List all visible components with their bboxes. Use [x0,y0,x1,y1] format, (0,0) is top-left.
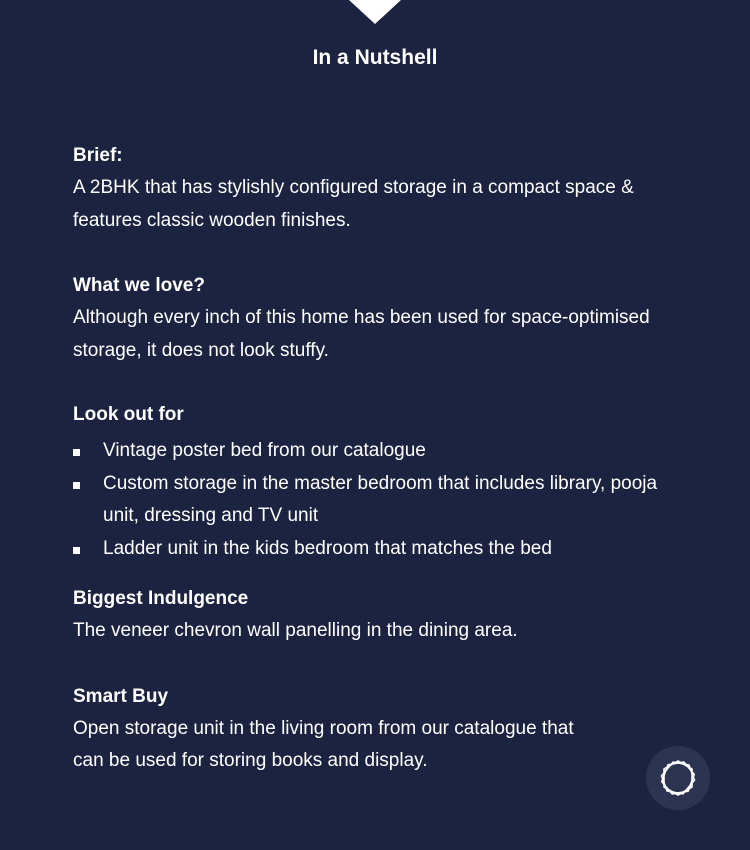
what-we-love-line: Although every inch of this home has been used for space-optimised [73,307,650,328]
brief-line: features classic wooden finishes. [73,209,351,231]
section-pointer-icon [349,0,401,24]
what-we-love-text [73,302,703,367]
list-item [73,435,703,468]
square-bullet-icon [73,449,80,456]
page-title: In a Nutshell [312,46,438,69]
nutshell-content [73,140,703,778]
list-item-line: Ladder unit in the kids bedroom that matches the bed [103,537,552,559]
square-bullet-icon [73,547,80,554]
smart-buy-text [73,713,703,778]
what-we-love-line: storage, it does not look stuffy. [73,339,329,361]
look-out-for-section [73,399,703,565]
brief-line: A 2BHK that has stylishly configured storage in a compact space & [73,177,634,198]
list-item-line: Custom storage in the master bedroom that includes library, pooja [103,472,658,494]
biggest-indulgence-section [73,583,703,648]
look-out-for-list [73,435,703,565]
brief-section [73,140,703,237]
list-item [73,468,703,533]
list-item-line: Vintage poster bed from our catalogue [103,440,426,461]
what-we-love-heading: What we love? [73,275,205,296]
biggest-indulgence-text [73,615,703,648]
smart-buy-heading: Smart Buy [73,685,169,707]
look-out-for-heading: Look out for [73,404,184,425]
smart-buy-line: Open storage unit in the living room from our catalogue that [73,717,574,739]
biggest-indulgence-heading: Biggest Indulgence [73,588,249,609]
square-bullet-icon [73,482,80,489]
list-item-line: unit, dressing and TV unit [103,505,319,526]
brief-heading: Brief: [73,145,123,166]
biggest-indulgence-line: The veneer chevron wall panelling in the dining area. [73,620,518,641]
smart-buy-line: can be used for storing books and display. [73,750,428,771]
brief-text [73,172,703,237]
list-item [73,533,703,566]
smart-buy-section [73,681,703,778]
logo-chat-button[interactable] [646,746,710,810]
what-we-love-section [73,270,703,367]
hexagon-rings-logo-icon [658,758,698,798]
